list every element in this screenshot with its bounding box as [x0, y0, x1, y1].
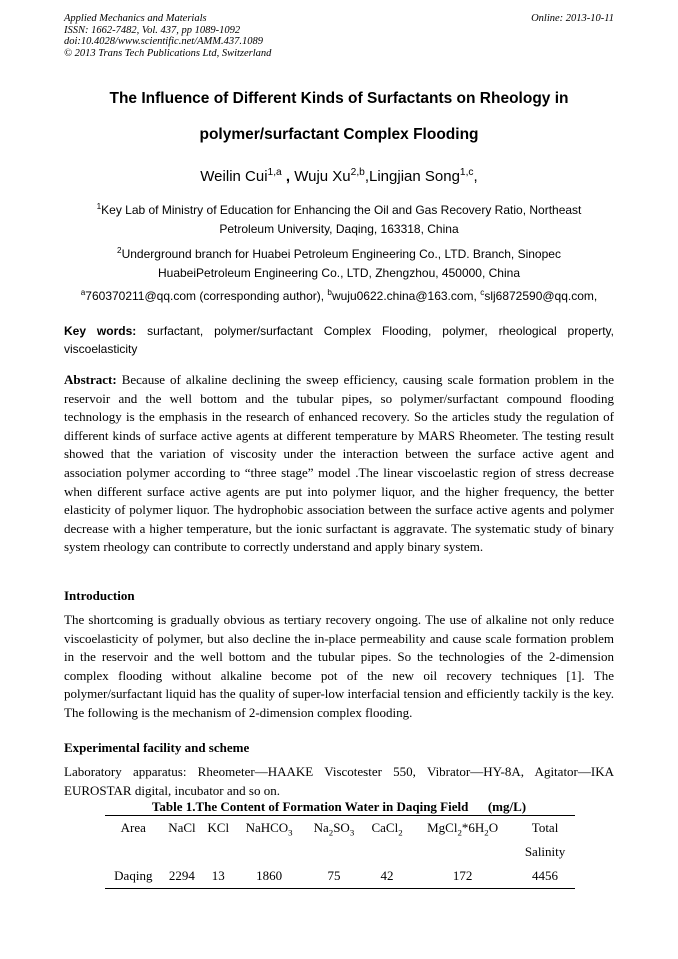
- col-kcl: KCl: [202, 816, 234, 841]
- author-affiliation-sup: 1,a: [267, 167, 282, 178]
- table-row: [105, 864, 575, 889]
- abstract: [64, 371, 614, 557]
- author-name: Weilin Cui: [200, 168, 268, 185]
- online-date: Online: 2013-10-11: [531, 13, 614, 24]
- abstract-text: Because of alkaline declining the sweep efficiency, causing scale formation problem in the reservoir and the well bottom and the tubular pipes, so polymer/surfactant compound flooding technology is the emphasis in the research of enhanced recovery. So the articles study the regulation of different kinds of surface active agents at different temperature by MARS Rheometer. The testing result showed that the variation of viscosity under the interaction between the surface active agent and association polymer according to “three stage” model .The linear viscoelastic region of stress decrease when different surface active agents are put into polymer liquor, and the higher frequency, the better elasticity of polymer liquor. The hydrophobic association between the surface active agents and polymer decrease with a higher temperature, but the ionic surfactant is aggravate. The systematic study of binary system rheology can contribute to correctly understand and apply binary system.: [64, 372, 614, 555]
- cell-nacl: 2294: [162, 864, 203, 889]
- cell-kcl: 13: [202, 864, 234, 889]
- formation-water-table: [105, 815, 575, 889]
- table-caption: Table 1.The Content of Formation Water in Daqing Field (mg/L): [151, 799, 527, 814]
- introduction-heading: Introduction: [64, 588, 135, 603]
- col-na2so3: $Na_2SO_3$: [304, 816, 364, 841]
- cell-nahco3: 1860: [234, 864, 304, 889]
- affiliation-sup: 2: [117, 246, 122, 255]
- cell-total: 4456: [515, 864, 575, 889]
- affiliation-line: HuabeiPetroleum Engineering Co., LTD, Zhengzhou, 450000, China: [157, 266, 520, 280]
- col-salinity: Salinity: [524, 844, 566, 859]
- journal-name: Applied Mechanics and Materials: [64, 13, 207, 24]
- cell-mgcl2: 172: [410, 864, 515, 889]
- table-header-row-2: [105, 840, 575, 864]
- cell-area: Daqing: [105, 864, 162, 889]
- issn-line: ISSN: 1662-7482, Vol. 437, pp 1089-1092: [64, 24, 241, 36]
- col-nahco3: NaHCO$_3$: [234, 816, 304, 841]
- paper-title-line-1: The Influence of Different Kinds of Surfactants on Rheology in: [109, 90, 569, 107]
- author-affiliation-sup: 1,c: [459, 167, 474, 178]
- affiliation-sup: 1: [96, 202, 102, 211]
- affiliation-2: [64, 245, 614, 283]
- abstract-label: Abstract:: [64, 372, 117, 387]
- email-sup: c: [480, 288, 485, 297]
- author-list: [64, 168, 614, 185]
- table-header-row: [105, 816, 575, 841]
- affiliation-1: [64, 201, 614, 239]
- author-separator: ,: [473, 168, 478, 185]
- email-sup: b: [327, 288, 332, 297]
- cell-cacl2: 42: [364, 864, 410, 889]
- experimental-text: Laboratory apparatus: Rheometer—HAAKE Viscotester 550, Vibrator—HY-8A, Agitator—IKA EUROSTAR digital, incubator and so on.: [64, 764, 614, 798]
- author-name: Wuju Xu: [294, 168, 351, 185]
- affiliation-line: Key Lab of Ministry of Education for Enhancing the Oil and Gas Recovery Ratio, Northeast: [101, 203, 582, 217]
- email-b: wuju0622.china@163.com,: [331, 289, 481, 303]
- author-separator: ,: [281, 168, 295, 185]
- col-mgcl2: $MgCl_2*6H_2O$: [410, 816, 515, 841]
- email-list: [64, 289, 614, 303]
- email-c: slj6872590@qq.com,: [484, 289, 598, 303]
- copyright-line: © 2013 Trans Tech Publications Ltd, Switzerland: [64, 47, 272, 59]
- affiliation-line: Underground branch for Huabei Petroleum Engineering Co., LTD. Branch, Sinopec: [121, 247, 561, 261]
- page-header: [64, 13, 614, 59]
- col-cacl2: CaCl$_2$: [364, 816, 410, 841]
- cell-na2so3: 75: [304, 864, 364, 889]
- col-nacl: NaCl: [162, 816, 203, 841]
- affiliation-line: Petroleum University, Daqing, 163318, China: [219, 222, 459, 236]
- introduction-text: The shortcoming is gradually obvious as tertiary recovery ongoing. The use of alkaline not only reduce viscoelasticity of polymer, but also decline the in-place permeability and cause scale formation problem in the reservoir and the well bottom and the tubular pipes. So the technologies of the 2-dimension complex flooding without alkaline become pot of the new oil recovery techniques [1]. The polymer/surfactant liquid has the quality of super-low interfacial tension and efficiently tackily is the key. The following is the mechanism of 2-dimension complex flooding.: [64, 612, 614, 720]
- author-separator: ,: [364, 168, 369, 185]
- experimental-heading: Experimental facility and scheme: [64, 740, 250, 755]
- email-a: 760370211@qq.com (corresponding author),: [85, 289, 328, 303]
- author-name: Lingjian Song: [369, 168, 460, 185]
- author-affiliation-sup: 2,b: [350, 167, 365, 178]
- keywords-label: Key words:: [64, 324, 137, 338]
- doi-line: doi:10.4028/www.scientific.net/AMM.437.1089: [64, 36, 263, 47]
- col-area: Area: [105, 816, 162, 841]
- email-sup: a: [80, 288, 86, 297]
- keywords-text: surfactant, polymer/surfactant Complex Flooding, polymer, rheological property, viscoelasticity: [64, 324, 614, 356]
- col-total: Total: [515, 816, 575, 841]
- paper-title-line-2: polymer/surfactant Complex Flooding: [199, 126, 479, 143]
- keywords: [64, 322, 614, 358]
